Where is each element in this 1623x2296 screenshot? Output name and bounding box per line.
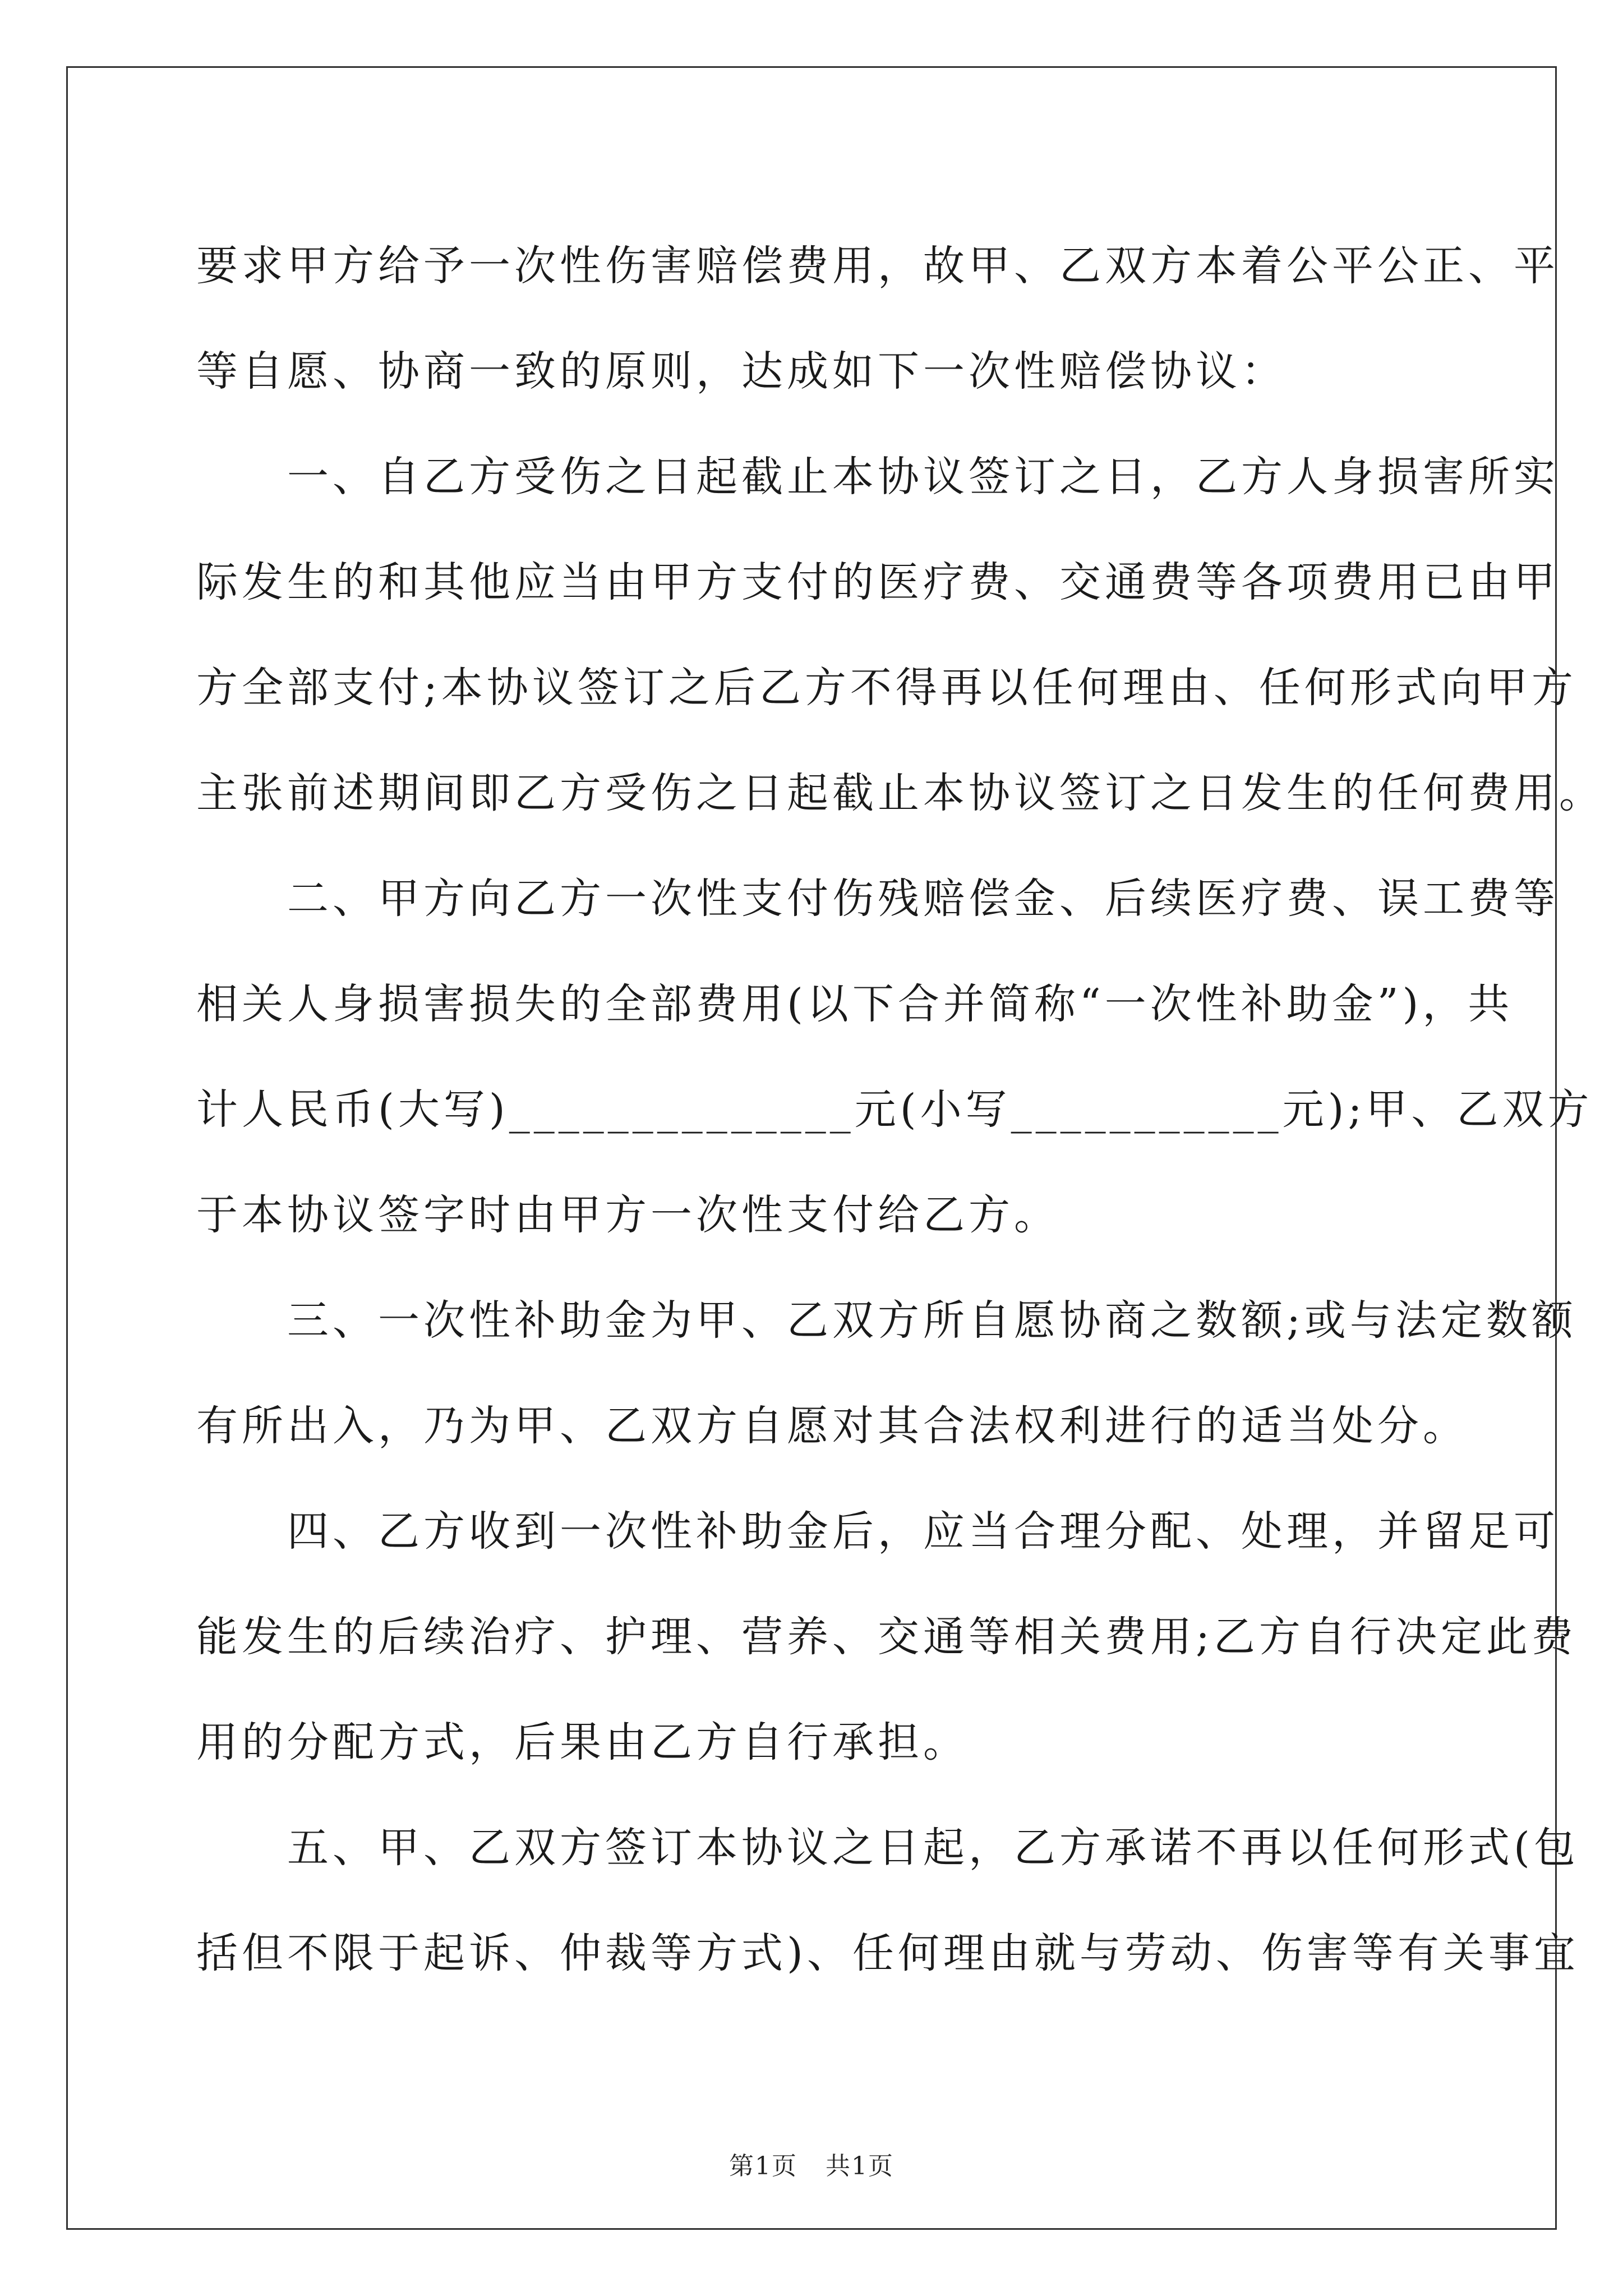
text-line: 四、乙方收到一次性补助金后，应当合理分配、处理，并留足可 [196, 1507, 1559, 1556]
text-line: 能发生的后续治疗、护理、营养、交通等相关费用;乙方自行决定此费 [196, 1613, 1577, 1661]
text-line: 二、甲方向乙方一次性支付伤残赔偿金、后续医疗费、误工费等 [196, 875, 1559, 923]
text-line: 五、甲、乙双方签订本协议之日起，乙方承诺不再以任何形式(包 [196, 1824, 1579, 1872]
text-line: 有所出入，乃为甲、乙双方自愿对其合法权利进行的适当处分。 [196, 1402, 1468, 1450]
text-line: 际发生的和其他应当由甲方支付的医疗费、交通费等各项费用已由甲 [196, 558, 1559, 606]
text-line: 等自愿、协商一致的原则，达成如下一次性赔偿协议： [196, 347, 1287, 395]
text-line: 计人民币(大写)______________元(小写___________元);甲、乙双方 [196, 1085, 1593, 1134]
document-body [196, 213, 1604, 2006]
text-line: 于本协议签字时由甲方一次性支付给乙方。 [196, 1191, 1059, 1239]
text-line: 三、一次性补助金为甲、乙双方所自愿协商之数额;或与法定数额 [196, 1296, 1577, 1345]
page-footer [0, 2146, 1623, 2182]
text-line: 相关人身损害损失的全部费用(以下合并简称“一次性补助金”)，共 [196, 980, 1514, 1028]
text-line: 用的分配方式，后果由乙方自行承担。 [196, 1718, 969, 1766]
page-number: 第1页 [729, 2152, 797, 2180]
text-line: 主张前述期间即乙方受伤之日起截止本协议签订之日发生的任何费用。 [196, 769, 1604, 817]
text-line: 要求甲方给予一次性伤害赔偿费用，故甲、乙双方本着公平公正、平 [196, 242, 1559, 290]
text-line: 括但不限于起诉、仲裁等方式)、任何理由就与劳动、伤害等有关事宜 [196, 1929, 1579, 1977]
text-line: 一、自乙方受伤之日起截止本协议签订之日，乙方人身损害所实 [196, 453, 1559, 501]
text-line: 方全部支付;本协议签订之后乙方不得再以任何理由、任何形式向甲方 [196, 664, 1577, 712]
page-total: 共1页 [826, 2152, 894, 2180]
